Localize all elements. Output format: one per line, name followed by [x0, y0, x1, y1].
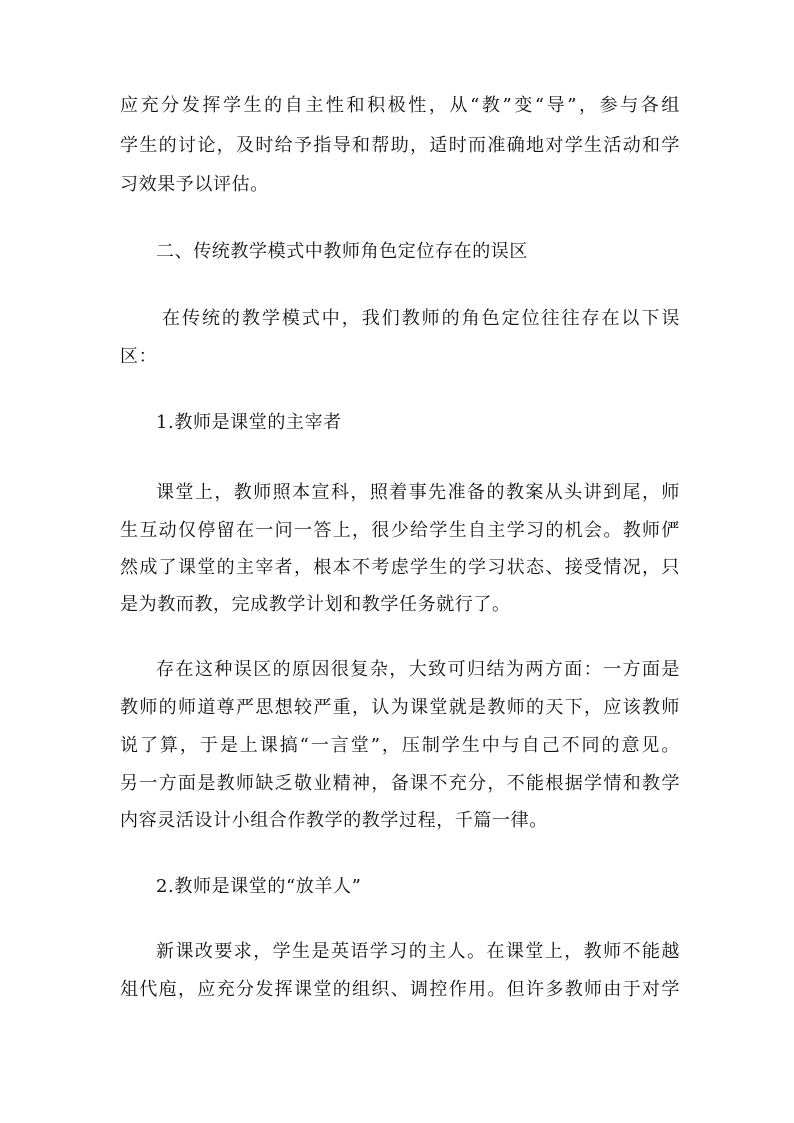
- section-intro-line-1: 在传统的教学模式中，我们教师的角色定位往往存在以下误: [162, 308, 680, 329]
- subheading-1: 1.教师是课堂的主宰者: [156, 412, 342, 433]
- section-intro-line-2: 区：: [120, 346, 158, 367]
- intro-line-3: 习效果予以评估。: [120, 174, 269, 195]
- sub1-para2-line-1: 存在这种误区的原因很复杂，大致可归结为两方面：一方面是: [156, 659, 680, 680]
- sub1-para1-line-3: 然成了课堂的主宰者，根本不考虑学生的学习状态、接受情况，只: [120, 557, 680, 578]
- intro-line-1: 应充分发挥学生的自主性和积极性，从“教”变“导”，参与各组: [120, 95, 680, 116]
- sub2-para1-line-1: 新课改要求，学生是英语学习的主人。在课堂上，教师不能越: [156, 941, 680, 962]
- sub1-para2-line-5: 内容灵活设计小组合作教学的教学过程，千篇一律。: [120, 810, 548, 831]
- subheading-2: 2.教师是课堂的“放羊人”: [156, 876, 362, 897]
- sub1-para2-line-4: 另一方面是教师缺乏敬业精神，备课不充分，不能根据学情和教学: [120, 773, 680, 794]
- sub1-para1-line-4: 是为教而教，完成教学计划和教学任务就行了。: [120, 594, 511, 615]
- intro-line-2: 学生的讨论，及时给予指导和帮助，适时而准确地对学生活动和学: [120, 135, 680, 156]
- sub1-para1-line-2: 生互动仅停留在一问一答上，很少给学生自主学习的机会。教师俨: [120, 520, 680, 541]
- sub1-para2-line-2: 教师的师道尊严思想较严重，认为课堂就是教师的天下，应该教师: [120, 697, 680, 718]
- sub2-para1-line-2: 俎代庖，应充分发挥课堂的组织、调控作用。但许多教师由于对学: [120, 979, 680, 1000]
- sub1-para1-line-1: 课堂上，教师照本宣科，照着事先准备的教案从头讲到尾，师: [156, 482, 680, 503]
- sub1-para2-line-3: 说了算，于是上课搞“一言堂”，压制学生中与自己不同的意见。: [120, 735, 680, 756]
- section-heading: 二、传统教学模式中教师角色定位存在的误区: [156, 241, 528, 262]
